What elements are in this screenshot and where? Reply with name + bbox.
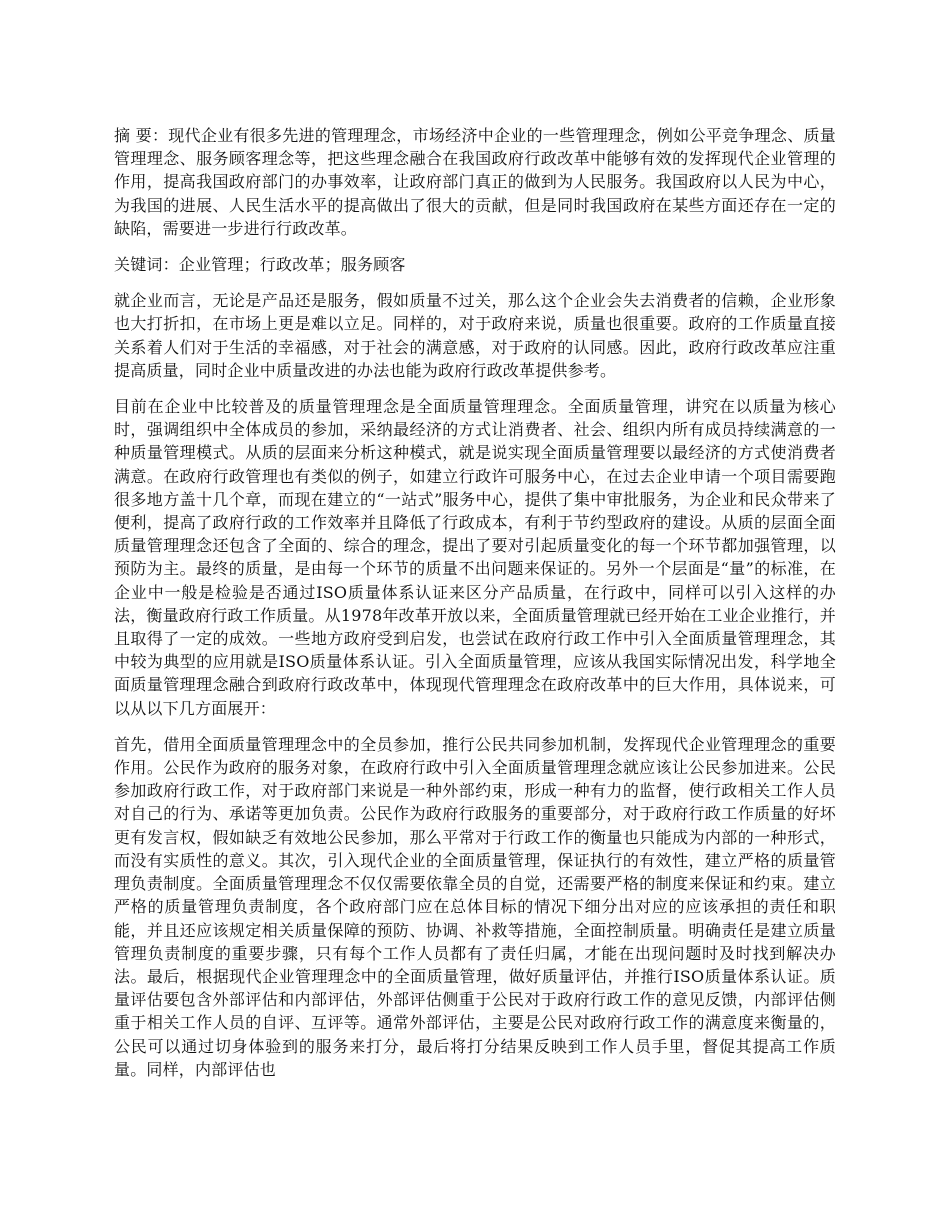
keywords-line: 关键词：企业管理；行政改革；服务顾客 [114, 255, 406, 275]
body-paragraph-3: 首先，借用全面质量管理理念中的全员参加，推行公民共同参加机制，发挥现代企业管理理念的重要作用。公民作为政府的服务对象，在政府行政中引入全面质量管理理念就应该让公民参加进来。公民参加政府行政工作，对于政府部门来说是一种外部约束，形成一种有力的监督，使行政相关工作人员对自己的行为、承诺等更加负责。公民作为政府行政服务的重要部分，对于政府行政工作质量的好坏更有发言权，假如缺乏有效地公民参加，那么平常对于行政工作的衡量也只能成为内部的一种形式，而没有实质性的意义。其次，引入现代企业的全面质量管理，保证执行的有效性，建立严格的质量管理负责制度。全面质量管理理念不仅仅需要依靠全员的自觉，还需要严格的制度来保证和约束。建立严格的质量管理负责制度，各个政府部门应在总体目标的情况下细分出对应的应该承担的责任和职能，并且还应该规定相关质量保障的预防、协调、补救等措施，全面控制质量。明确责任是建立质量管理负责制度的重要步骤，只有每个工作人员都有了责任归属，才能在出现问题时及时找到解决办法。最后，根据现代企业管理理念中的全面质量管理，做好质量评估，并推行ISO质量体系认证。质量评估要包含外部评估和内部评估，外部评估侧重于公民对于政府行政工作的意见反馈，内部评估侧重于相关工作人员的自评、互评等。通常外部评估，主要是公民对政府行政工作的满意度来衡量的，公民可以通过切身体验到的服务来打分，最后将打分结果反映到工作人员手里，督促其提高工作质量。同样，内部评估也 [114, 734, 836, 1079]
abstract-paragraph: 摘 要：现代企业有很多先进的管理理念，市场经济中企业的一些管理理念，例如公平竞争理念、质量管理理念、服务顾客理念等，把这些理念融合在我国政府行政改革中能够有效的发挥现代企业管理的作用，提高我国政府部门的办事效率，让政府部门真正的做到为人民服务。我国政府以人民为中心，为我国的进展、人民生活水平的提高做出了很大的贡献，但是同时我国政府在某些方面还存在一定的缺陷，需要进一步进行行政改革。 [114, 126, 836, 238]
document-page [114, 124, 836, 1094]
body-paragraph-2: 目前在企业中比较普及的质量管理理念是全面质量管理理念。全面质量管理，讲究在以质量为核心时，强调组织中全体成员的参加，采纳最经济的方式让消费者、社会、组织内所有成员持续满意的一种质量管理模式。从质的层面来分析这种模式，就是说实现全面质量管理要以最经济的方式使消费者满意。在政府行政管理也有类似的例子，如建立行政许可服务中心，在过去企业申请一个项目需要跑很多地方盖十几个章，而现在建立的“一站式”服务中心，提供了集中审批服务，为企业和民众带来了便利，提高了政府行政的工作效率并且降低了行政成本，有利于节约型政府的建设。从质的层面全面质量管理理念还包含了全面的、综合的理念，提出了要对引起质量变化的每一个环节都加强管理，以预防为主。最终的质量，是由每一个环节的质量不出问题来保证的。另外一个层面是“量”的标准，在企业中一般是检验是否通过ISO质量体系认证来区分产品质量，在行政中，同样可以引入这样的办法，衡量政府行政工作质量。从1978年改革开放以来，全面质量管理就已经开始在工业企业推行，并且取得了一定的成效。一些地方政府受到启发，也尝试在政府行政工作中引入全面质量管理理念，其中较为典型的应用就是ISO质量体系认证。引入全面质量管理，应该从我国实际情况出发，科学地全面质量管理理念融合到政府行政改革中，体现现代管理理念在政府改革中的巨大作用，具体说来，可以从以下几方面展开： [114, 397, 836, 718]
body-paragraph-1: 就企业而言，无论是产品还是服务，假如质量不过关，那么这个企业会失去消费者的信赖，企业形象也大打折扣，在市场上更是难以立足。同样的，对于政府来说，质量也很重要。政府的工作质量直接关系着人们对于生活的幸福感，对于社会的满意感，对于政府的认同感。因此，政府行政改革应注重提高质量，同时企业中质量改进的办法也能为政府行政改革提供参考。 [114, 291, 836, 380]
